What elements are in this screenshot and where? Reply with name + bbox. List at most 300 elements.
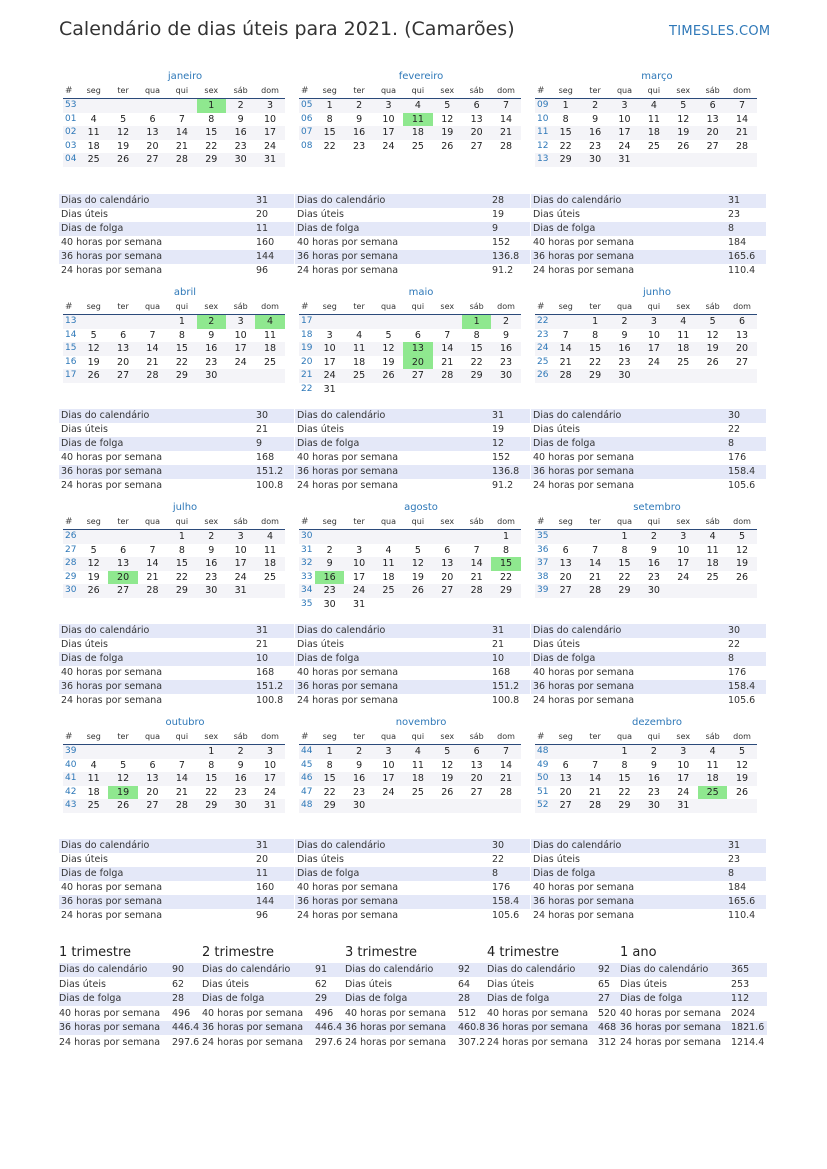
day-cell[interactable]: 5 bbox=[90, 544, 97, 556]
day-cell[interactable]: 28 bbox=[499, 140, 513, 152]
day-cell[interactable]: 5 bbox=[709, 316, 716, 327]
day-cell[interactable]: 27 bbox=[559, 800, 572, 811]
day-cell[interactable]: 30 bbox=[234, 800, 247, 811]
holiday-day-cell[interactable]: 20 bbox=[108, 571, 137, 585]
day-cell[interactable]: 22 bbox=[175, 571, 188, 583]
day-cell[interactable]: 15 bbox=[470, 343, 483, 354]
day-cell[interactable]: 20 bbox=[559, 786, 572, 798]
day-cell[interactable]: 13 bbox=[559, 558, 572, 569]
holiday-day-cell[interactable]: 15 bbox=[491, 557, 520, 571]
day-cell[interactable]: 8 bbox=[178, 329, 185, 341]
day-cell[interactable]: 27 bbox=[146, 154, 159, 165]
day-cell[interactable]: 29 bbox=[205, 154, 218, 165]
day-cell[interactable]: 22 bbox=[323, 140, 336, 152]
day-cell[interactable]: 26 bbox=[735, 786, 749, 798]
day-cell[interactable]: 9 bbox=[650, 759, 657, 771]
day-cell[interactable]: 29 bbox=[618, 585, 631, 596]
day-cell[interactable]: 25 bbox=[263, 571, 277, 583]
day-cell[interactable]: 7 bbox=[178, 113, 185, 125]
day-cell[interactable]: 8 bbox=[562, 113, 569, 125]
holiday-day-cell[interactable]: 11 bbox=[403, 113, 432, 127]
day-cell[interactable]: 14 bbox=[146, 558, 159, 569]
day-cell[interactable]: 11 bbox=[382, 558, 395, 569]
day-cell[interactable]: 8 bbox=[473, 329, 480, 341]
day-cell[interactable]: 7 bbox=[562, 329, 569, 341]
day-cell[interactable]: 30 bbox=[647, 800, 660, 811]
day-cell[interactable]: 21 bbox=[470, 571, 483, 583]
day-cell[interactable]: 19 bbox=[441, 127, 454, 138]
day-cell[interactable]: 18 bbox=[647, 127, 660, 138]
day-cell[interactable]: 11 bbox=[87, 127, 100, 138]
day-cell[interactable]: 12 bbox=[87, 343, 100, 354]
day-cell[interactable]: 3 bbox=[326, 329, 333, 341]
day-cell[interactable]: 17 bbox=[353, 571, 366, 583]
day-cell[interactable]: 26 bbox=[706, 356, 719, 368]
day-cell[interactable]: 15 bbox=[205, 127, 218, 138]
day-cell[interactable]: 1 bbox=[621, 531, 628, 542]
day-cell[interactable]: 7 bbox=[149, 329, 156, 341]
day-cell[interactable]: 25 bbox=[353, 370, 366, 381]
day-cell[interactable]: 13 bbox=[146, 773, 159, 784]
day-cell[interactable]: 7 bbox=[178, 759, 185, 771]
day-cell[interactable]: 2 bbox=[621, 316, 628, 327]
day-cell[interactable]: 5 bbox=[680, 100, 687, 111]
day-cell[interactable]: 12 bbox=[441, 113, 454, 125]
day-cell[interactable]: 1 bbox=[326, 746, 333, 757]
day-cell[interactable]: 11 bbox=[87, 773, 100, 784]
holiday-day-cell[interactable]: 1 bbox=[462, 315, 491, 329]
day-cell[interactable]: 24 bbox=[234, 356, 247, 368]
day-cell[interactable]: 15 bbox=[323, 773, 336, 784]
day-cell[interactable]: 5 bbox=[90, 329, 97, 341]
day-cell[interactable]: 13 bbox=[559, 773, 572, 784]
day-cell[interactable]: 17 bbox=[618, 127, 631, 138]
day-cell[interactable]: 22 bbox=[618, 571, 631, 583]
day-cell[interactable]: 24 bbox=[263, 140, 277, 152]
day-cell[interactable]: 26 bbox=[382, 370, 395, 381]
day-cell[interactable]: 30 bbox=[353, 800, 366, 811]
day-cell[interactable]: 12 bbox=[411, 558, 424, 569]
day-cell[interactable]: 9 bbox=[650, 544, 657, 556]
day-cell[interactable]: 31 bbox=[677, 800, 690, 811]
day-cell[interactable]: 21 bbox=[499, 127, 513, 138]
day-cell[interactable]: 11 bbox=[411, 759, 424, 771]
day-cell[interactable]: 4 bbox=[356, 329, 363, 341]
day-cell[interactable]: 24 bbox=[353, 585, 366, 596]
day-cell[interactable]: 29 bbox=[175, 585, 188, 596]
day-cell[interactable]: 10 bbox=[677, 759, 690, 771]
day-cell[interactable]: 14 bbox=[735, 113, 749, 125]
day-cell[interactable]: 4 bbox=[709, 746, 716, 757]
day-cell[interactable]: 16 bbox=[234, 773, 247, 784]
day-cell[interactable]: 30 bbox=[234, 154, 247, 165]
day-cell[interactable]: 28 bbox=[589, 800, 602, 811]
day-cell[interactable]: 30 bbox=[647, 585, 660, 596]
day-cell[interactable]: 28 bbox=[146, 370, 159, 381]
day-cell[interactable]: 5 bbox=[444, 746, 451, 757]
day-cell[interactable]: 9 bbox=[237, 113, 244, 125]
day-cell[interactable]: 31 bbox=[263, 800, 277, 811]
day-cell[interactable]: 19 bbox=[382, 356, 395, 368]
day-cell[interactable]: 31 bbox=[618, 154, 631, 165]
day-cell[interactable]: 29 bbox=[589, 370, 602, 381]
day-cell[interactable]: 25 bbox=[706, 571, 719, 583]
day-cell[interactable]: 20 bbox=[146, 140, 159, 152]
day-cell[interactable]: 13 bbox=[470, 113, 483, 125]
day-cell[interactable]: 3 bbox=[385, 100, 392, 111]
holiday-day-cell[interactable]: 1 bbox=[197, 99, 226, 113]
day-cell[interactable]: 5 bbox=[120, 113, 127, 125]
day-cell[interactable]: 23 bbox=[499, 356, 513, 368]
day-cell[interactable]: 18 bbox=[87, 786, 100, 798]
day-cell[interactable]: 30 bbox=[205, 370, 218, 381]
day-cell[interactable]: 26 bbox=[87, 370, 100, 381]
day-cell[interactable]: 26 bbox=[735, 571, 749, 583]
holiday-day-cell[interactable]: 19 bbox=[108, 786, 137, 800]
day-cell[interactable]: 26 bbox=[117, 800, 130, 811]
day-cell[interactable]: 3 bbox=[237, 531, 244, 542]
day-cell[interactable]: 19 bbox=[735, 558, 749, 569]
day-cell[interactable]: 17 bbox=[323, 356, 336, 368]
day-cell[interactable]: 24 bbox=[382, 786, 395, 798]
day-cell[interactable]: 31 bbox=[323, 383, 336, 395]
day-cell[interactable]: 10 bbox=[323, 343, 336, 354]
day-cell[interactable]: 4 bbox=[385, 544, 392, 556]
day-cell[interactable]: 5 bbox=[120, 759, 127, 771]
day-cell[interactable]: 17 bbox=[677, 773, 690, 784]
day-cell[interactable]: 12 bbox=[441, 759, 454, 771]
day-cell[interactable]: 15 bbox=[618, 773, 631, 784]
day-cell[interactable]: 12 bbox=[735, 759, 749, 771]
day-cell[interactable]: 2 bbox=[650, 531, 657, 542]
day-cell[interactable]: 2 bbox=[237, 100, 244, 111]
day-cell[interactable]: 20 bbox=[441, 571, 454, 583]
day-cell[interactable]: 28 bbox=[559, 370, 572, 381]
day-cell[interactable]: 6 bbox=[709, 100, 716, 111]
day-cell[interactable]: 17 bbox=[234, 558, 247, 569]
day-cell[interactable]: 24 bbox=[677, 786, 690, 798]
day-cell[interactable]: 1 bbox=[326, 100, 333, 111]
day-cell[interactable]: 7 bbox=[444, 329, 451, 341]
day-cell[interactable]: 23 bbox=[353, 786, 366, 798]
day-cell[interactable]: 29 bbox=[470, 370, 483, 381]
day-cell[interactable]: 3 bbox=[650, 316, 657, 327]
day-cell[interactable]: 15 bbox=[323, 127, 336, 138]
day-cell[interactable]: 12 bbox=[677, 113, 690, 125]
day-cell[interactable]: 22 bbox=[323, 786, 336, 798]
day-cell[interactable]: 20 bbox=[470, 127, 483, 138]
day-cell[interactable]: 14 bbox=[559, 343, 572, 354]
day-cell[interactable]: 7 bbox=[503, 746, 510, 757]
day-cell[interactable]: 25 bbox=[411, 140, 424, 152]
day-cell[interactable]: 28 bbox=[470, 585, 483, 596]
day-cell[interactable]: 6 bbox=[562, 759, 569, 771]
day-cell[interactable]: 11 bbox=[263, 544, 277, 556]
day-cell[interactable]: 28 bbox=[146, 585, 159, 596]
day-cell[interactable]: 25 bbox=[87, 800, 100, 811]
day-cell[interactable]: 1 bbox=[621, 746, 628, 757]
day-cell[interactable]: 2 bbox=[326, 544, 333, 556]
day-cell[interactable]: 27 bbox=[117, 585, 130, 596]
day-cell[interactable]: 19 bbox=[677, 127, 690, 138]
day-cell[interactable]: 27 bbox=[559, 585, 572, 596]
day-cell[interactable]: 21 bbox=[146, 356, 159, 368]
day-cell[interactable]: 22 bbox=[499, 571, 513, 583]
day-cell[interactable]: 2 bbox=[650, 746, 657, 757]
day-cell[interactable]: 28 bbox=[589, 585, 602, 596]
day-cell[interactable]: 18 bbox=[706, 773, 719, 784]
day-cell[interactable]: 29 bbox=[175, 370, 188, 381]
brand-logo[interactable]: TIMESLES.COM bbox=[669, 24, 771, 39]
day-cell[interactable]: 23 bbox=[647, 571, 660, 583]
day-cell[interactable]: 25 bbox=[87, 154, 100, 165]
day-cell[interactable]: 30 bbox=[499, 370, 513, 381]
day-cell[interactable]: 2 bbox=[592, 100, 599, 111]
day-cell[interactable]: 22 bbox=[559, 140, 572, 152]
day-cell[interactable]: 26 bbox=[117, 154, 130, 165]
day-cell[interactable]: 19 bbox=[735, 773, 749, 784]
day-cell[interactable]: 9 bbox=[592, 113, 599, 125]
day-cell[interactable]: 6 bbox=[120, 329, 127, 341]
day-cell[interactable]: 30 bbox=[589, 154, 602, 165]
day-cell[interactable]: 7 bbox=[149, 544, 156, 556]
day-cell[interactable]: 4 bbox=[90, 113, 97, 125]
day-cell[interactable]: 22 bbox=[175, 356, 188, 368]
day-cell[interactable]: 29 bbox=[499, 585, 513, 596]
day-cell[interactable]: 6 bbox=[739, 316, 746, 327]
day-cell[interactable]: 18 bbox=[411, 127, 424, 138]
day-cell[interactable]: 13 bbox=[470, 759, 483, 771]
day-cell[interactable]: 19 bbox=[411, 571, 424, 583]
day-cell[interactable]: 24 bbox=[677, 571, 690, 583]
day-cell[interactable]: 8 bbox=[326, 759, 333, 771]
day-cell[interactable]: 12 bbox=[382, 343, 395, 354]
day-cell[interactable]: 8 bbox=[621, 759, 628, 771]
day-cell[interactable]: 21 bbox=[441, 356, 454, 368]
day-cell[interactable]: 10 bbox=[234, 329, 247, 341]
day-cell[interactable]: 9 bbox=[208, 329, 215, 341]
day-cell[interactable]: 2 bbox=[208, 531, 215, 542]
day-cell[interactable]: 16 bbox=[618, 343, 631, 354]
day-cell[interactable]: 15 bbox=[589, 343, 602, 354]
day-cell[interactable]: 10 bbox=[677, 544, 690, 556]
day-cell[interactable]: 16 bbox=[589, 127, 602, 138]
day-cell[interactable]: 23 bbox=[353, 140, 366, 152]
day-cell[interactable]: 23 bbox=[205, 571, 218, 583]
day-cell[interactable]: 8 bbox=[178, 544, 185, 556]
day-cell[interactable]: 20 bbox=[706, 127, 719, 138]
day-cell[interactable]: 13 bbox=[117, 558, 130, 569]
day-cell[interactable]: 5 bbox=[414, 544, 421, 556]
day-cell[interactable]: 14 bbox=[470, 558, 483, 569]
day-cell[interactable]: 15 bbox=[559, 127, 572, 138]
day-cell[interactable]: 17 bbox=[677, 558, 690, 569]
day-cell[interactable]: 10 bbox=[647, 329, 660, 341]
day-cell[interactable]: 9 bbox=[356, 759, 363, 771]
day-cell[interactable]: 10 bbox=[353, 558, 366, 569]
day-cell[interactable]: 31 bbox=[234, 585, 247, 596]
day-cell[interactable]: 1 bbox=[503, 531, 510, 542]
day-cell[interactable]: 27 bbox=[411, 370, 424, 381]
day-cell[interactable]: 21 bbox=[589, 786, 602, 798]
day-cell[interactable]: 28 bbox=[175, 800, 188, 811]
day-cell[interactable]: 16 bbox=[205, 343, 218, 354]
day-cell[interactable]: 7 bbox=[739, 100, 746, 111]
day-cell[interactable]: 4 bbox=[709, 531, 716, 542]
day-cell[interactable]: 21 bbox=[499, 773, 513, 784]
day-cell[interactable]: 8 bbox=[208, 113, 215, 125]
day-cell[interactable]: 3 bbox=[267, 100, 274, 111]
day-cell[interactable]: 16 bbox=[205, 558, 218, 569]
day-cell[interactable]: 24 bbox=[647, 356, 660, 368]
day-cell[interactable]: 4 bbox=[267, 531, 274, 542]
day-cell[interactable]: 6 bbox=[120, 544, 127, 556]
day-cell[interactable]: 15 bbox=[175, 343, 188, 354]
day-cell[interactable]: 4 bbox=[650, 100, 657, 111]
day-cell[interactable]: 11 bbox=[706, 759, 719, 771]
day-cell[interactable]: 8 bbox=[621, 544, 628, 556]
day-cell[interactable]: 12 bbox=[117, 127, 130, 138]
day-cell[interactable]: 26 bbox=[441, 140, 454, 152]
day-cell[interactable]: 21 bbox=[146, 571, 159, 583]
day-cell[interactable]: 14 bbox=[499, 759, 513, 771]
day-cell[interactable]: 24 bbox=[323, 370, 336, 381]
day-cell[interactable]: 12 bbox=[735, 544, 749, 556]
day-cell[interactable]: 7 bbox=[592, 759, 599, 771]
day-cell[interactable]: 30 bbox=[618, 370, 631, 381]
day-cell[interactable]: 2 bbox=[503, 316, 510, 327]
day-cell[interactable]: 27 bbox=[735, 356, 749, 368]
holiday-day-cell[interactable]: 20 bbox=[403, 356, 432, 370]
day-cell[interactable]: 14 bbox=[175, 127, 188, 138]
day-cell[interactable]: 2 bbox=[356, 100, 363, 111]
day-cell[interactable]: 28 bbox=[499, 786, 513, 798]
day-cell[interactable]: 26 bbox=[441, 786, 454, 798]
day-cell[interactable]: 28 bbox=[441, 370, 454, 381]
day-cell[interactable]: 28 bbox=[735, 140, 749, 152]
day-cell[interactable]: 25 bbox=[647, 140, 660, 152]
day-cell[interactable]: 22 bbox=[205, 140, 218, 152]
day-cell[interactable]: 27 bbox=[441, 585, 454, 596]
day-cell[interactable]: 28 bbox=[175, 154, 188, 165]
day-cell[interactable]: 22 bbox=[470, 356, 483, 368]
day-cell[interactable]: 25 bbox=[382, 585, 395, 596]
day-cell[interactable]: 19 bbox=[706, 343, 719, 354]
day-cell[interactable]: 19 bbox=[87, 571, 100, 583]
day-cell[interactable]: 23 bbox=[323, 585, 336, 596]
day-cell[interactable]: 21 bbox=[735, 127, 749, 138]
day-cell[interactable]: 5 bbox=[739, 531, 746, 542]
day-cell[interactable]: 31 bbox=[353, 598, 366, 610]
day-cell[interactable]: 8 bbox=[326, 113, 333, 125]
day-cell[interactable]: 6 bbox=[149, 113, 156, 125]
day-cell[interactable]: 16 bbox=[353, 127, 366, 138]
day-cell[interactable]: 24 bbox=[618, 140, 631, 152]
day-cell[interactable]: 23 bbox=[205, 356, 218, 368]
day-cell[interactable]: 19 bbox=[441, 773, 454, 784]
day-cell[interactable]: 13 bbox=[441, 558, 454, 569]
day-cell[interactable]: 5 bbox=[444, 100, 451, 111]
day-cell[interactable]: 21 bbox=[559, 356, 572, 368]
day-cell[interactable]: 14 bbox=[175, 773, 188, 784]
day-cell[interactable]: 7 bbox=[503, 100, 510, 111]
day-cell[interactable]: 3 bbox=[267, 746, 274, 757]
day-cell[interactable]: 18 bbox=[353, 356, 366, 368]
day-cell[interactable]: 27 bbox=[706, 140, 719, 152]
day-cell[interactable]: 10 bbox=[382, 113, 395, 125]
day-cell[interactable]: 29 bbox=[323, 800, 336, 811]
day-cell[interactable]: 2 bbox=[356, 746, 363, 757]
day-cell[interactable]: 1 bbox=[178, 316, 185, 327]
day-cell[interactable]: 8 bbox=[208, 759, 215, 771]
day-cell[interactable]: 14 bbox=[589, 558, 602, 569]
day-cell[interactable]: 5 bbox=[385, 329, 392, 341]
day-cell[interactable]: 17 bbox=[382, 127, 395, 138]
day-cell[interactable]: 5 bbox=[739, 746, 746, 757]
day-cell[interactable]: 26 bbox=[411, 585, 424, 596]
day-cell[interactable]: 18 bbox=[382, 571, 395, 583]
day-cell[interactable]: 3 bbox=[356, 544, 363, 556]
day-cell[interactable]: 1 bbox=[592, 316, 599, 327]
day-cell[interactable]: 15 bbox=[175, 558, 188, 569]
day-cell[interactable]: 11 bbox=[353, 343, 366, 354]
day-cell[interactable]: 4 bbox=[414, 100, 421, 111]
day-cell[interactable]: 9 bbox=[503, 329, 510, 341]
day-cell[interactable]: 3 bbox=[680, 746, 687, 757]
day-cell[interactable]: 11 bbox=[677, 329, 690, 341]
day-cell[interactable]: 30 bbox=[323, 598, 336, 610]
day-cell[interactable]: 29 bbox=[559, 154, 572, 165]
day-cell[interactable]: 3 bbox=[237, 316, 244, 327]
day-cell[interactable]: 6 bbox=[473, 746, 480, 757]
day-cell[interactable]: 4 bbox=[414, 746, 421, 757]
day-cell[interactable]: 12 bbox=[706, 329, 719, 341]
day-cell[interactable]: 11 bbox=[263, 329, 277, 341]
day-cell[interactable]: 4 bbox=[90, 759, 97, 771]
day-cell[interactable]: 14 bbox=[441, 343, 454, 354]
day-cell[interactable]: 20 bbox=[117, 356, 130, 368]
day-cell[interactable]: 24 bbox=[234, 571, 247, 583]
day-cell[interactable]: 4 bbox=[680, 316, 687, 327]
holiday-day-cell[interactable]: 4 bbox=[255, 315, 284, 329]
day-cell[interactable]: 25 bbox=[677, 356, 690, 368]
day-cell[interactable]: 24 bbox=[263, 786, 277, 798]
day-cell[interactable]: 22 bbox=[618, 786, 631, 798]
day-cell[interactable]: 13 bbox=[146, 127, 159, 138]
holiday-day-cell[interactable]: 25 bbox=[698, 786, 727, 800]
day-cell[interactable]: 12 bbox=[87, 558, 100, 569]
day-cell[interactable]: 16 bbox=[353, 773, 366, 784]
day-cell[interactable]: 22 bbox=[205, 786, 218, 798]
day-cell[interactable]: 13 bbox=[117, 343, 130, 354]
holiday-day-cell[interactable]: 2 bbox=[197, 315, 226, 329]
day-cell[interactable]: 14 bbox=[589, 773, 602, 784]
day-cell[interactable]: 7 bbox=[473, 544, 480, 556]
day-cell[interactable]: 25 bbox=[411, 786, 424, 798]
day-cell[interactable]: 18 bbox=[263, 343, 277, 354]
day-cell[interactable]: 11 bbox=[706, 544, 719, 556]
day-cell[interactable]: 9 bbox=[237, 759, 244, 771]
day-cell[interactable]: 17 bbox=[647, 343, 660, 354]
day-cell[interactable]: 24 bbox=[382, 140, 395, 152]
day-cell[interactable]: 6 bbox=[149, 759, 156, 771]
holiday-day-cell[interactable]: 13 bbox=[403, 342, 432, 356]
day-cell[interactable]: 26 bbox=[87, 585, 100, 596]
day-cell[interactable]: 23 bbox=[618, 356, 631, 368]
day-cell[interactable]: 25 bbox=[263, 356, 277, 368]
day-cell[interactable]: 19 bbox=[87, 356, 100, 368]
day-cell[interactable]: 16 bbox=[647, 773, 660, 784]
